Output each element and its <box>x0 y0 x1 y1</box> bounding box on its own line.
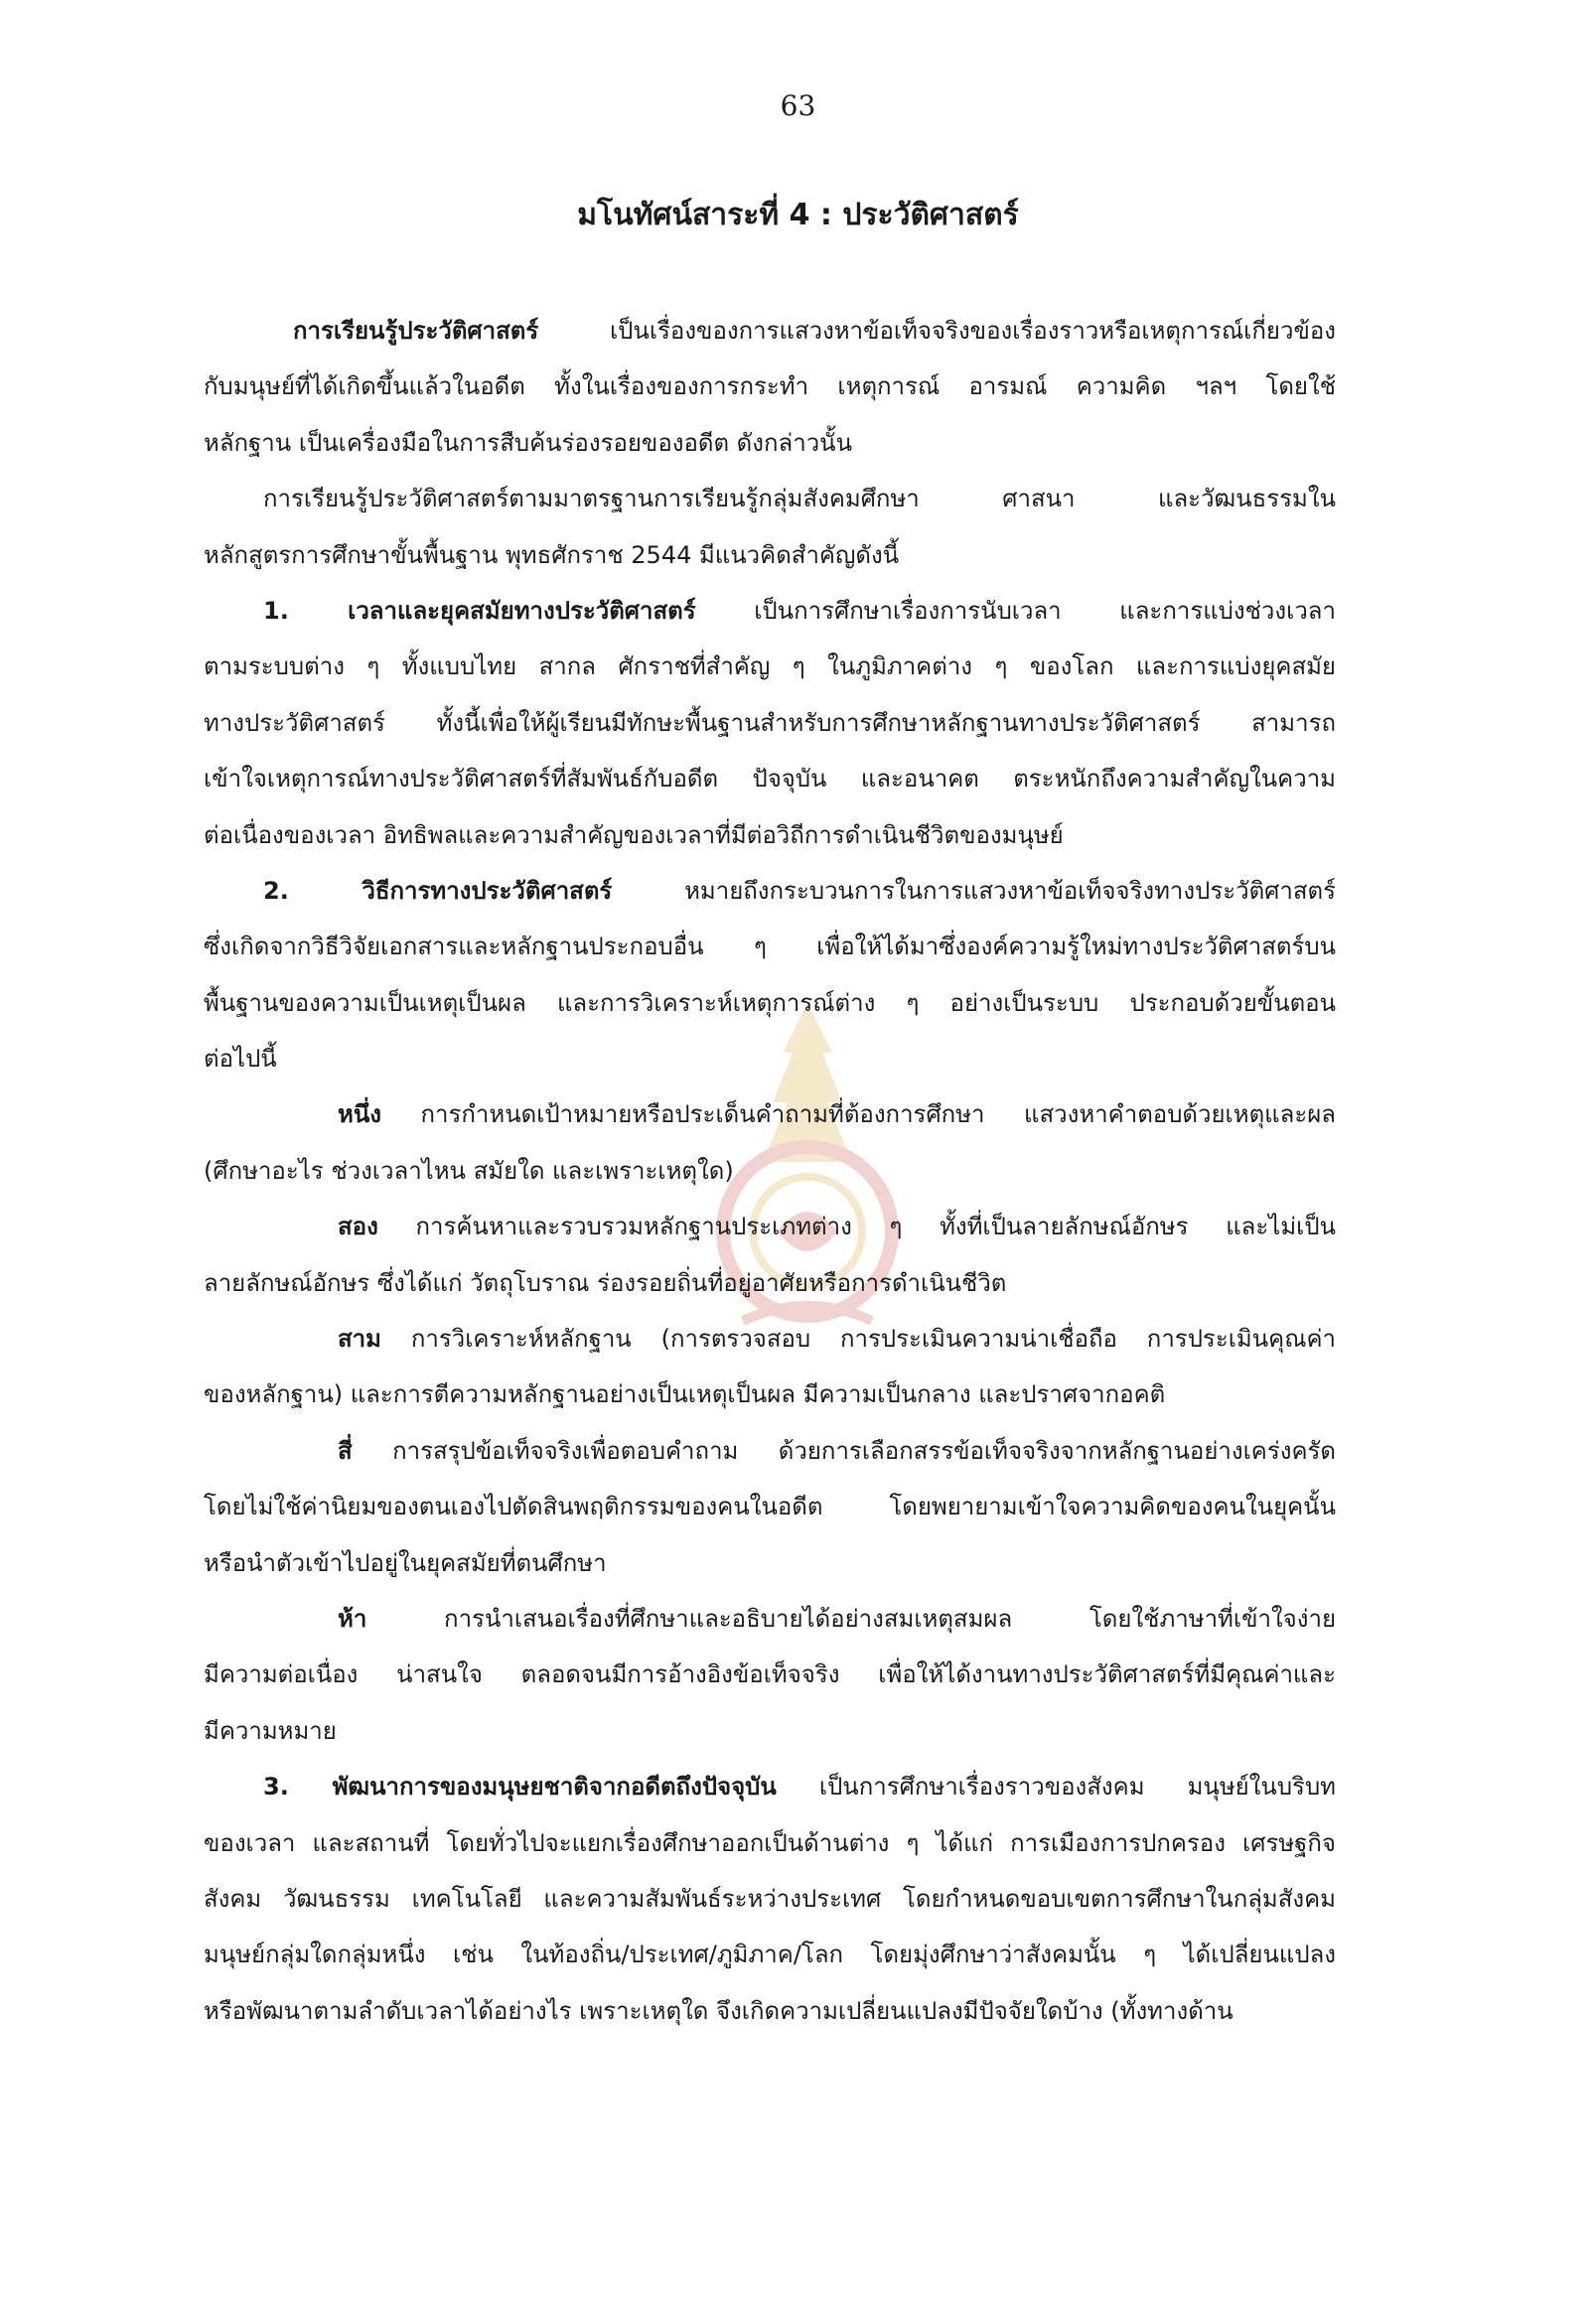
bold-heading: สี่ <box>338 1436 353 1465</box>
text-line <box>204 303 1336 359</box>
text-line <box>204 1815 1336 1871</box>
line-text: การนำเสนอเรื่องที่ศึกษาและอธิบายได้อย่างสมเหตุสมผล โดยใช้ภาษาที่เข้าใจง่าย <box>366 1604 1336 1633</box>
line-text: ของเวลา และสถานที่ โดยทั่วไปจะแยกเรื่องศึกษาออกเป็นด้านต่าง ๆ ได้แก่ การเมืองการปกครอง เศรษฐกิจ <box>204 1828 1336 1857</box>
bold-heading: สาม <box>338 1325 381 1354</box>
line-text: โดยไม่ใช้ค่านิยมของตนเองไปตัดสินพฤติกรรมของคนในอดีต โดยพยายามเข้าใจความคิดของคนในยุคนั้น <box>204 1493 1336 1521</box>
text-line <box>204 471 1336 526</box>
bold-heading: 1. เวลาและยุคสมัยทางประวัติศาสตร์ <box>263 596 696 625</box>
text-line <box>204 1255 1336 1311</box>
text-line <box>204 1983 1336 2039</box>
line-text: เป็นเรื่องของการแสวงหาข้อเท็จจริงของเรื่องราวหรือเหตุการณ์เกี่ยวข้อง <box>538 317 1336 345</box>
bold-heading: 2. วิธีการทางประวัติศาสตร์ <box>263 876 613 905</box>
text-line <box>204 1199 1336 1254</box>
text-line <box>204 1479 1336 1534</box>
line-text: มีความหมาย <box>204 1716 337 1745</box>
line-text: หรือพัฒนาตามลำดับเวลาได้อย่างไร เพราะเหตุใด จึงเกิดความเปลี่ยนแปลงมีปัจจัยใดบ้าง (ทั้งทางด้าน <box>204 1996 1233 2025</box>
line-text: การสรุปข้อเท็จจริงเพื่อตอบคำถาม ด้วยการเลือกสรรข้อเท็จจริงจากหลักฐานอย่างเคร่งครัด <box>352 1436 1336 1465</box>
text-line <box>204 1367 1336 1422</box>
text-line <box>204 919 1336 974</box>
line-text: ซึ่งเกิดจากวิธีวิจัยเอกสารและหลักฐานประกอบอื่น ๆ เพื่อให้ได้มาซึ่งองค์ความรู้ใหม่ทางประวัติศาสตร์บน <box>204 933 1336 961</box>
line-text: (ศึกษาอะไร ช่วงเวลาไหน สมัยใด และเพราะเหตุใด) <box>204 1156 734 1185</box>
line-text: สังคม วัฒนธรรม เทคโนโลยี และความสัมพันธ์ระหว่างประเทศ โดยกำหนดขอบเขตการศึกษาในกลุ่มสังคม <box>204 1884 1336 1913</box>
line-text: เป็นการศึกษาเรื่องการนับเวลา และการแบ่งช่วงเวลา <box>695 596 1336 625</box>
text-line <box>204 359 1336 414</box>
text-line <box>204 751 1336 806</box>
bold-heading: หนึ่ง <box>338 1100 381 1129</box>
line-text: ต่อไปนี้ <box>204 1045 277 1074</box>
line-text: กับมนุษย์ที่ได้เกิดขึ้นแล้วในอดีต ทั้งในเรื่องของการกระทำ เหตุการณ์ อารมณ์ ความคิด ฯลฯ โดยใช้ <box>204 372 1336 401</box>
bold-heading: ห้า <box>338 1604 367 1633</box>
line-text: การเรียนรู้ประวัติศาสตร์ตามมาตรฐานการเรียนรู้กลุ่มสังคมศึกษา ศาสนา และวัฒนธรรมใน <box>263 485 1336 513</box>
page-number: 63 <box>780 89 816 122</box>
line-text: การค้นหาและรวบรวมหลักฐานประเภทต่าง ๆ ทั้งที่เป็นลายลักษณ์อักษร และไม่เป็น <box>377 1213 1336 1241</box>
text-line <box>204 863 1336 919</box>
text-line <box>204 1535 1336 1591</box>
line-text: หรือนำตัวเข้าไปอยู่ในยุคสมัยที่ตนศึกษา <box>204 1548 607 1577</box>
text-line <box>204 415 1336 471</box>
line-text: มนุษย์กลุ่มใดกลุ่มหนึ่ง เช่น ในท้องถิ่น/ประเทศ/ภูมิภาค/โลก โดยมุ่งศึกษาว่าสังคมนั้น ๆ ได้เปลี่ยนแปลง <box>204 1941 1336 1969</box>
page-title: มโนทัศน์สาระที่ 4 : ประวัติศาสตร์ <box>577 198 1019 232</box>
text-line <box>204 1143 1336 1199</box>
bold-heading: สอง <box>338 1213 378 1241</box>
line-text: ต่อเนื่องของเวลา อิทธิพลและความสำคัญของเวลาที่มีต่อวิถีการดำเนินชีวิตของมนุษย์ <box>204 820 1064 849</box>
text-line <box>204 1031 1336 1086</box>
line-text: ของหลักฐาน) และการตีความหลักฐานอย่างเป็นเหตุเป็นผล มีความเป็นกลาง และปราศจากอคติ <box>204 1380 1166 1409</box>
line-text: พื้นฐานของความเป็นเหตุเป็นผล และการวิเคราะห์เหตุการณ์ต่าง ๆ อย่างเป็นระบบ ประกอบด้วยขั้นตอน <box>204 988 1336 1017</box>
bold-heading: 3. พัฒนาการของมนุษยชาติจากอดีตถึงปัจจุบัน <box>263 1773 777 1801</box>
text-line <box>204 1759 1336 1814</box>
line-text: ตามระบบต่าง ๆ ทั้งแบบไทย สากล ศักราชที่สำคัญ ๆ ในภูมิภาคต่าง ๆ ของโลก และการแบ่งยุคสมัย <box>204 652 1336 681</box>
text-line <box>204 639 1336 694</box>
line-text: เข้าใจเหตุการณ์ทางประวัติศาสตร์ที่สัมพันธ์กับอดีต ปัจจุบัน และอนาคต ตระหนักถึงความสำคัญในความ <box>204 765 1336 793</box>
text-line <box>204 1311 1336 1367</box>
line-text: เป็นการศึกษาเรื่องราวของสังคม มนุษย์ในบริบท <box>776 1773 1336 1801</box>
text-line <box>204 695 1336 751</box>
line-text: หลักฐาน เป็นเครื่องมือในการสืบค้นร่องรอยของอดีต ดังกล่าวนั้น <box>204 428 852 457</box>
line-text: ทางประวัติศาสตร์ ทั้งนี้เพื่อให้ผู้เรียนมีทักษะพื้นฐานสำหรับการศึกษาหลักฐานทางประวัติศาสตร์ สามารถ <box>204 708 1336 737</box>
text-line <box>204 1927 1336 1982</box>
text-line <box>204 1871 1336 1927</box>
text-line <box>204 1086 1336 1142</box>
line-text: หมายถึงกระบวนการในการแสวงหาข้อเท็จจริงทางประวัติศาสตร์ <box>612 876 1336 905</box>
line-text: หลักสูตรการศึกษาขั้นพื้นฐาน พุทธศักราช 2544 มีแนวคิดสำคัญดังนี้ <box>204 540 900 569</box>
body-text <box>204 303 1336 2039</box>
text-line <box>204 1591 1336 1647</box>
text-line <box>204 1647 1336 1702</box>
text-line <box>204 527 1336 583</box>
line-text: มีความต่อเนื่อง น่าสนใจ ตลอดจนมีการอ้างอิงข้อเท็จจริง เพื่อให้ได้งานทางประวัติศาสตร์ที่มีคุณค่าและ <box>204 1660 1336 1689</box>
line-text: ลายลักษณ์อักษร ซึ่งได้แก่ วัตถุโบราณ ร่องรอยถิ่นที่อยู่อาศัยหรือการดำเนินชีวิต <box>204 1268 1007 1297</box>
text-line <box>204 583 1336 639</box>
text-line <box>204 1703 1336 1759</box>
bold-heading: การเรียนรู้ประวัติศาสตร์ <box>293 317 539 345</box>
line-text: การวิเคราะห์หลักฐาน (การตรวจสอบ การประเมินความน่าเชื่อถือ การประเมินคุณค่า <box>380 1325 1336 1354</box>
text-line <box>204 807 1336 863</box>
text-line <box>204 975 1336 1031</box>
line-text: การกำหนดเป้าหมายหรือประเด็นคำถามที่ต้องการศึกษา แสวงหาคำตอบด้วยเหตุและผล <box>380 1100 1336 1129</box>
text-line <box>204 1423 1336 1479</box>
